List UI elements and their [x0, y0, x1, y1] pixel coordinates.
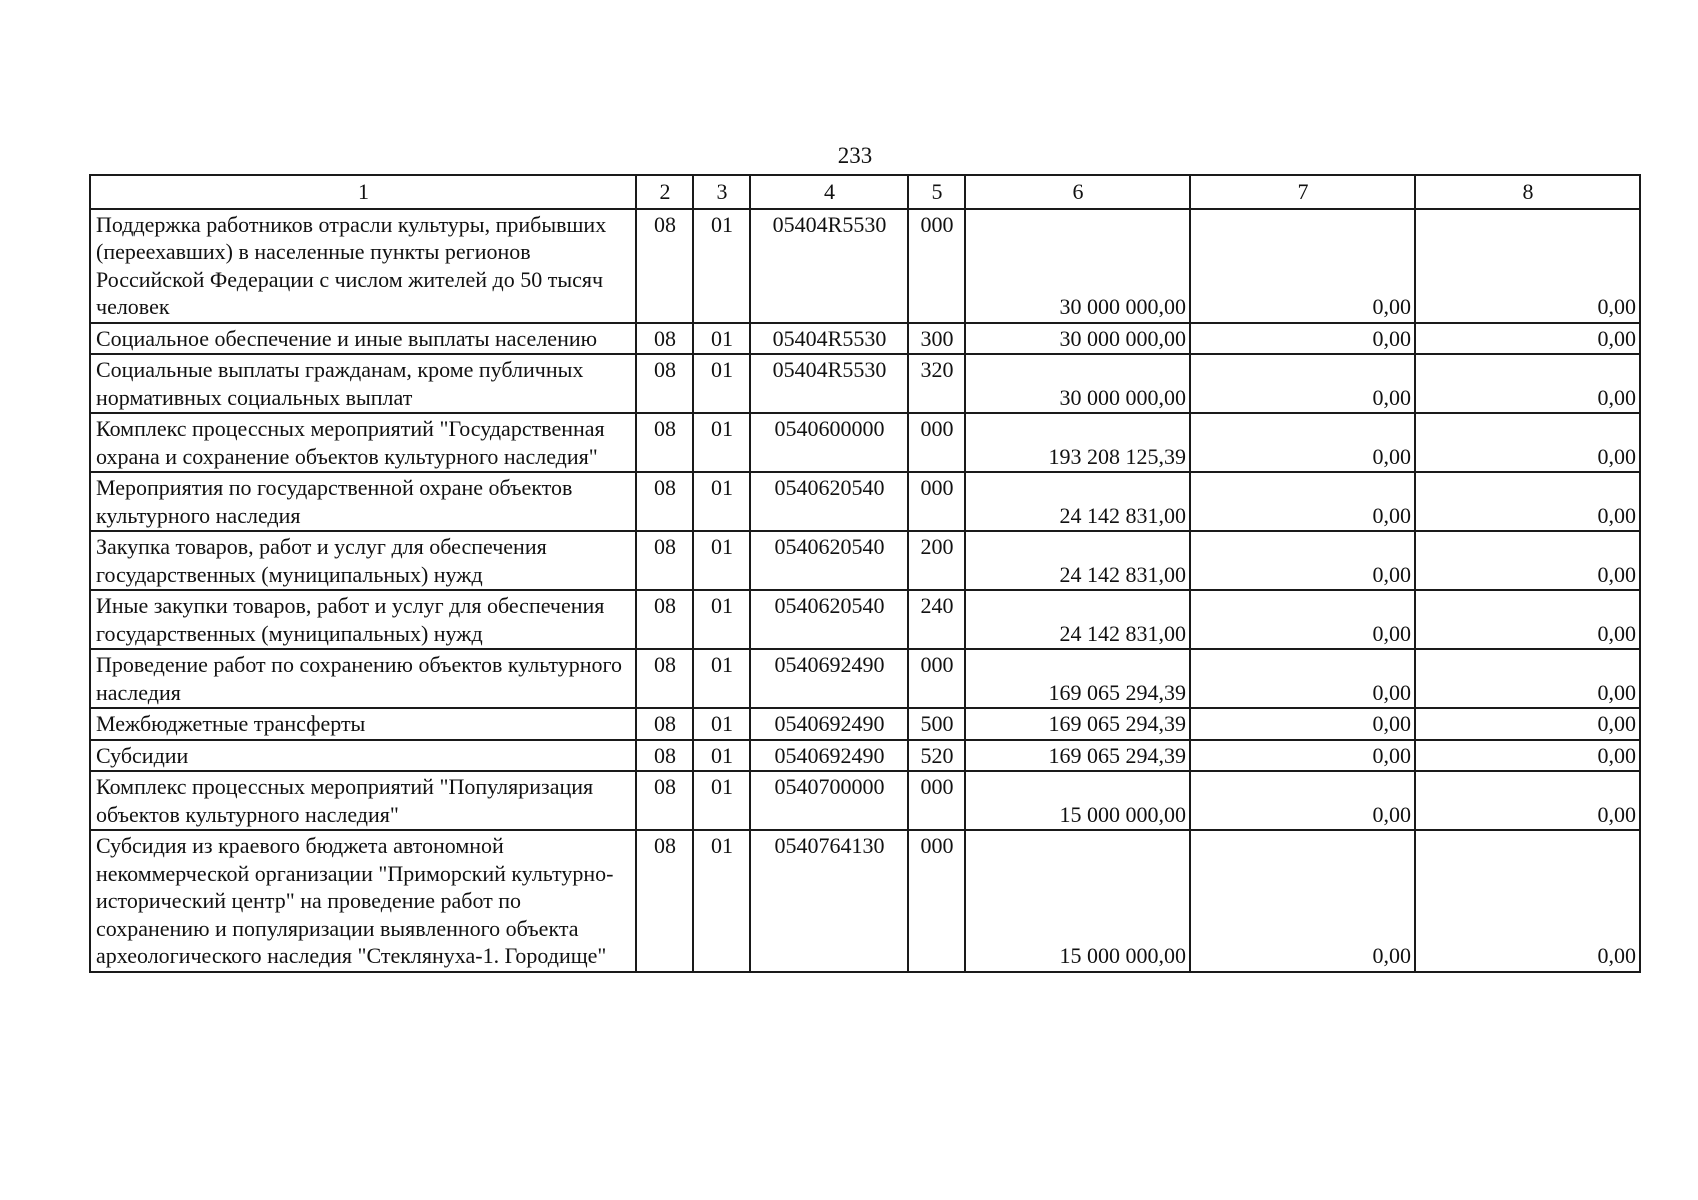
column-header: 4: [750, 175, 908, 209]
target-article-code: 0540692490: [750, 740, 908, 772]
amount-col8: 0,00: [1415, 472, 1640, 531]
amount-col8: 0,00: [1415, 590, 1640, 649]
section-code: 08: [636, 771, 693, 830]
column-header: 3: [693, 175, 750, 209]
amount-col8: 0,00: [1415, 649, 1640, 708]
row-name: Социальное обеспечение и иные выплаты населению: [90, 323, 636, 355]
section-code: 08: [636, 708, 693, 740]
amount-col8: 0,00: [1415, 209, 1640, 323]
subsection-code: 01: [693, 740, 750, 772]
expense-type-code: 000: [908, 472, 965, 531]
expense-type-code: 000: [908, 771, 965, 830]
column-header: 5: [908, 175, 965, 209]
table-row: [90, 708, 1640, 740]
expense-type-code: 240: [908, 590, 965, 649]
amount-col6: 24 142 831,00: [965, 472, 1190, 531]
table-row: [90, 740, 1640, 772]
subsection-code: 01: [693, 413, 750, 472]
table-row: [90, 830, 1640, 972]
amount-col8: 0,00: [1415, 531, 1640, 590]
amount-col7: 0,00: [1190, 354, 1415, 413]
section-code: 08: [636, 413, 693, 472]
table-row: [90, 590, 1640, 649]
table-row: [90, 354, 1640, 413]
amount-col7: 0,00: [1190, 413, 1415, 472]
table-row: [90, 649, 1640, 708]
column-header: 7: [1190, 175, 1415, 209]
subsection-code: 01: [693, 830, 750, 972]
amount-col8: 0,00: [1415, 771, 1640, 830]
row-name: Иные закупки товаров, работ и услуг для обеспечения государственных (муниципальных) нужд: [90, 590, 636, 649]
page-number: 233: [837, 143, 873, 168]
subsection-code: 01: [693, 531, 750, 590]
expense-type-code: 000: [908, 413, 965, 472]
row-name: Проведение работ по сохранению объектов культурного наследия: [90, 649, 636, 708]
amount-col6: 169 065 294,39: [965, 649, 1190, 708]
row-name: Социальные выплаты гражданам, кроме публичных нормативных социальных выплат: [90, 354, 636, 413]
target-article-code: 0540764130: [750, 830, 908, 972]
amount-col6: 24 142 831,00: [965, 531, 1190, 590]
section-code: 08: [636, 209, 693, 323]
section-code: 08: [636, 590, 693, 649]
subsection-code: 01: [693, 708, 750, 740]
amount-col7: 0,00: [1190, 531, 1415, 590]
expense-type-code: 320: [908, 354, 965, 413]
amount-col7: 0,00: [1190, 649, 1415, 708]
expense-type-code: 300: [908, 323, 965, 355]
row-name: Комплекс процессных мероприятий "Государственная охрана и сохранение объектов культурного наследия": [90, 413, 636, 472]
target-article-code: 05404R5530: [750, 209, 908, 323]
subsection-code: 01: [693, 649, 750, 708]
table-row: [90, 323, 1640, 355]
amount-col6: 169 065 294,39: [965, 740, 1190, 772]
section-code: 08: [636, 531, 693, 590]
target-article-code: 0540620540: [750, 531, 908, 590]
section-code: 08: [636, 830, 693, 972]
target-article-code: 0540692490: [750, 649, 908, 708]
budget-table: [89, 174, 1641, 973]
section-code: 08: [636, 649, 693, 708]
expense-type-code: 000: [908, 830, 965, 972]
target-article-code: 05404R5530: [750, 354, 908, 413]
row-name: Комплекс процессных мероприятий "Популяризация объектов культурного наследия": [90, 771, 636, 830]
amount-col8: 0,00: [1415, 354, 1640, 413]
amount-col7: 0,00: [1190, 708, 1415, 740]
section-code: 08: [636, 323, 693, 355]
target-article-code: 0540692490: [750, 708, 908, 740]
column-header: 8: [1415, 175, 1640, 209]
amount-col8: 0,00: [1415, 323, 1640, 355]
table-row: [90, 209, 1640, 323]
section-code: 08: [636, 740, 693, 772]
expense-type-code: 000: [908, 649, 965, 708]
table-row: [90, 413, 1640, 472]
expense-type-code: 520: [908, 740, 965, 772]
subsection-code: 01: [693, 771, 750, 830]
expense-type-code: 000: [908, 209, 965, 323]
expense-type-code: 500: [908, 708, 965, 740]
table-row: [90, 472, 1640, 531]
section-code: 08: [636, 354, 693, 413]
table-row: [90, 771, 1640, 830]
amount-col6: 169 065 294,39: [965, 708, 1190, 740]
expense-type-code: 200: [908, 531, 965, 590]
target-article-code: 0540700000: [750, 771, 908, 830]
target-article-code: 0540620540: [750, 590, 908, 649]
amount-col7: 0,00: [1190, 472, 1415, 531]
subsection-code: 01: [693, 323, 750, 355]
amount-col8: 0,00: [1415, 413, 1640, 472]
column-header-row: [90, 175, 1640, 209]
amount-col7: 0,00: [1190, 323, 1415, 355]
amount-col6: 15 000 000,00: [965, 771, 1190, 830]
row-name: Мероприятия по государственной охране объектов культурного наследия: [90, 472, 636, 531]
amount-col6: 24 142 831,00: [965, 590, 1190, 649]
row-name: Субсидия из краевого бюджета автономной некоммерческой организации "Приморский культурно-исторический центр" на проведение работ по сохранению и популяризации выявленного объекта археологического наследия "Стеклянуха-1. Городище": [90, 830, 636, 972]
amount-col8: 0,00: [1415, 740, 1640, 772]
column-header: 2: [636, 175, 693, 209]
row-name: Закупка товаров, работ и услуг для обеспечения государственных (муниципальных) нужд: [90, 531, 636, 590]
amount-col7: 0,00: [1190, 830, 1415, 972]
amount-col6: 15 000 000,00: [965, 830, 1190, 972]
target-article-code: 05404R5530: [750, 323, 908, 355]
amount-col6: 30 000 000,00: [965, 209, 1190, 323]
table-row: [90, 531, 1640, 590]
amount-col8: 0,00: [1415, 708, 1640, 740]
amount-col8: 0,00: [1415, 830, 1640, 972]
subsection-code: 01: [693, 209, 750, 323]
column-header: 1: [90, 175, 636, 209]
section-code: 08: [636, 472, 693, 531]
amount-col7: 0,00: [1190, 740, 1415, 772]
column-header: 6: [965, 175, 1190, 209]
row-name: Поддержка работников отрасли культуры, прибывших (переехавших) в населенные пункты регионов Российской Федерации с числом жителей до 50 тысяч человек: [90, 209, 636, 323]
amount-col7: 0,00: [1190, 590, 1415, 649]
amount-col6: 30 000 000,00: [965, 354, 1190, 413]
subsection-code: 01: [693, 354, 750, 413]
amount-col6: 30 000 000,00: [965, 323, 1190, 355]
amount-col7: 0,00: [1190, 771, 1415, 830]
target-article-code: 0540620540: [750, 472, 908, 531]
subsection-code: 01: [693, 590, 750, 649]
target-article-code: 0540600000: [750, 413, 908, 472]
amount-col6: 193 208 125,39: [965, 413, 1190, 472]
row-name: Субсидии: [90, 740, 636, 772]
subsection-code: 01: [693, 472, 750, 531]
row-name: Межбюджетные трансферты: [90, 708, 636, 740]
amount-col7: 0,00: [1190, 209, 1415, 323]
